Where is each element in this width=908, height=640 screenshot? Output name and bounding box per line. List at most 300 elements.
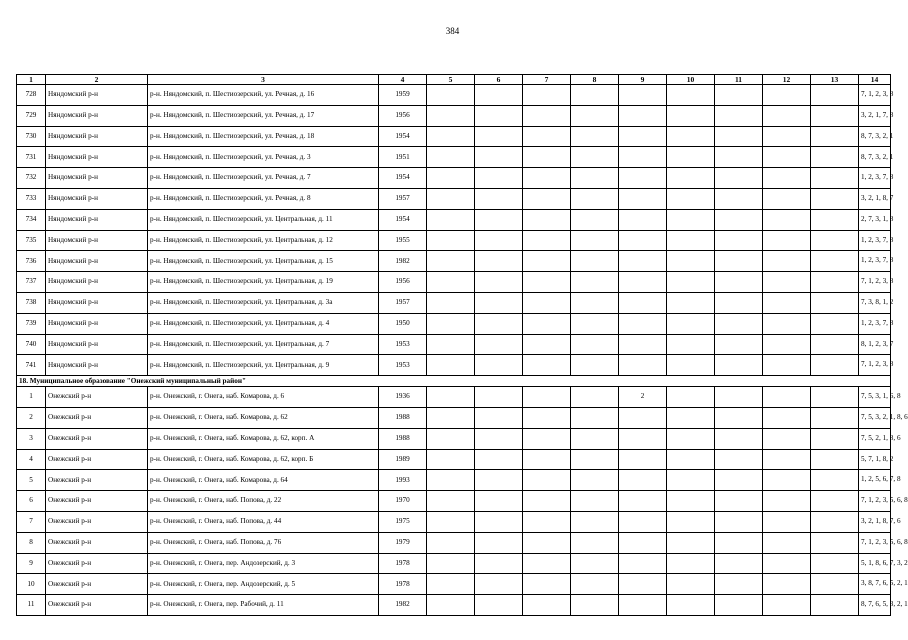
year-cell: 1953 [379, 334, 427, 355]
empty-cell [427, 595, 475, 616]
empty-cell [523, 574, 571, 595]
empty-cell [811, 470, 859, 491]
table-row [17, 470, 891, 491]
column-header: 3 [148, 75, 379, 85]
empty-cell [475, 449, 523, 470]
empty-cell [523, 387, 571, 408]
empty-cell [571, 126, 619, 147]
district-cell: Няндомский р-н [46, 209, 148, 230]
empty-cell [811, 292, 859, 313]
empty-cell [427, 230, 475, 251]
column-9-cell [619, 313, 667, 334]
empty-cell [571, 449, 619, 470]
table-row [17, 532, 891, 553]
table-row [17, 574, 891, 595]
empty-cell [427, 470, 475, 491]
address-cell: р-н. Онежский, г. Онега, наб. Попова, д. 22 [148, 491, 379, 512]
column-9-cell [619, 407, 667, 428]
empty-cell [475, 470, 523, 491]
empty-cell [571, 168, 619, 189]
district-cell: Няндомский р-н [46, 105, 148, 126]
column-9-cell [619, 491, 667, 512]
empty-cell [667, 292, 715, 313]
empty-cell [427, 334, 475, 355]
address-cell: р-н. Няндомский, п. Шестиозерский, ул. Речная, д. 16 [148, 85, 379, 106]
empty-cell [811, 355, 859, 376]
address-cell: р-н. Няндомский, п. Шестиозерский, ул. Центральная, д. 11 [148, 209, 379, 230]
row-number-cell: 6 [17, 491, 46, 512]
column-9-cell [619, 230, 667, 251]
empty-cell [475, 491, 523, 512]
column-9-cell [619, 511, 667, 532]
year-cell: 1978 [379, 574, 427, 595]
column-9-cell: 2 [619, 387, 667, 408]
column-9-cell [619, 272, 667, 293]
empty-cell [571, 511, 619, 532]
codes-cell: 7, 1, 2, 3, 8 [859, 355, 891, 376]
column-header: 13 [811, 75, 859, 85]
empty-cell [763, 407, 811, 428]
empty-cell [475, 313, 523, 334]
address-cell: р-н. Онежский, г. Онега, наб. Попова, д. 44 [148, 511, 379, 532]
address-cell: р-н. Няндомский, п. Шестиозерский, ул. Центральная, д. 9 [148, 355, 379, 376]
empty-cell [427, 147, 475, 168]
address-cell: р-н. Няндомский, п. Шестиозерский, ул. Центральная, д. 4 [148, 313, 379, 334]
empty-cell [571, 532, 619, 553]
empty-cell [475, 532, 523, 553]
address-cell: р-н. Онежский, г. Онега, наб. Попова, д. 76 [148, 532, 379, 553]
empty-cell [427, 313, 475, 334]
codes-cell: 7, 1, 2, 3, 5, 6, 8 [859, 532, 891, 553]
empty-cell [811, 428, 859, 449]
empty-cell [811, 334, 859, 355]
empty-cell [811, 553, 859, 574]
empty-cell [475, 428, 523, 449]
address-cell: р-н. Онежский, г. Онега, наб. Комарова, д. 62 [148, 407, 379, 428]
codes-cell: 3, 2, 1, 8, 7 [859, 188, 891, 209]
table-row [17, 272, 891, 293]
empty-cell [763, 574, 811, 595]
year-cell: 1956 [379, 272, 427, 293]
year-cell: 1953 [379, 355, 427, 376]
empty-cell [715, 168, 763, 189]
empty-cell [763, 449, 811, 470]
empty-cell [571, 491, 619, 512]
empty-cell [571, 355, 619, 376]
table-row [17, 230, 891, 251]
column-header: 12 [763, 75, 811, 85]
address-cell: р-н. Няндомский, п. Шестиозерский, ул. Речная, д. 3 [148, 147, 379, 168]
empty-cell [811, 511, 859, 532]
codes-cell: 2, 7, 3, 1, 8 [859, 209, 891, 230]
district-cell: Няндомский р-н [46, 292, 148, 313]
empty-cell [667, 334, 715, 355]
empty-cell [667, 147, 715, 168]
table-row [17, 595, 891, 616]
column-header: 8 [571, 75, 619, 85]
codes-cell: 3, 8, 7, 6, 5, 2, 1 [859, 574, 891, 595]
empty-cell [715, 574, 763, 595]
empty-cell [715, 407, 763, 428]
row-number-cell: 736 [17, 251, 46, 272]
empty-cell [715, 105, 763, 126]
empty-cell [427, 272, 475, 293]
table-row [17, 209, 891, 230]
empty-cell [811, 491, 859, 512]
empty-cell [715, 387, 763, 408]
year-cell: 1950 [379, 313, 427, 334]
row-number-cell: 9 [17, 553, 46, 574]
district-cell: Няндомский р-н [46, 313, 148, 334]
column-header: 11 [715, 75, 763, 85]
table-row [17, 407, 891, 428]
codes-cell: 1, 2, 5, 6, 7, 8 [859, 470, 891, 491]
district-cell: Онежский р-н [46, 387, 148, 408]
empty-cell [667, 168, 715, 189]
empty-cell [715, 209, 763, 230]
empty-cell [571, 209, 619, 230]
address-cell: р-н. Онежский, г. Онега, пер. Рабочий, д. 11 [148, 595, 379, 616]
empty-cell [523, 292, 571, 313]
address-cell: р-н. Онежский, г. Онега, наб. Комарова, д. 64 [148, 470, 379, 491]
empty-cell [715, 251, 763, 272]
empty-cell [571, 387, 619, 408]
empty-cell [715, 334, 763, 355]
district-cell: Няндомский р-н [46, 355, 148, 376]
empty-cell [715, 595, 763, 616]
empty-cell [715, 532, 763, 553]
empty-cell [571, 85, 619, 106]
district-cell: Няндомский р-н [46, 126, 148, 147]
empty-cell [475, 251, 523, 272]
table-row [17, 126, 891, 147]
row-number-cell: 730 [17, 126, 46, 147]
codes-cell: 8, 1, 2, 3, 7 [859, 334, 891, 355]
empty-cell [667, 387, 715, 408]
district-cell: Няндомский р-н [46, 334, 148, 355]
empty-cell [571, 334, 619, 355]
table-row [17, 355, 891, 376]
empty-cell [763, 428, 811, 449]
codes-cell: 7, 1, 2, 3, 8 [859, 85, 891, 106]
empty-cell [763, 334, 811, 355]
empty-cell [811, 230, 859, 251]
column-9-cell [619, 292, 667, 313]
row-number-cell: 2 [17, 407, 46, 428]
empty-cell [523, 85, 571, 106]
column-9-cell [619, 147, 667, 168]
empty-cell [475, 574, 523, 595]
empty-cell [475, 334, 523, 355]
empty-cell [523, 188, 571, 209]
table-row [17, 491, 891, 512]
empty-cell [475, 595, 523, 616]
empty-cell [667, 553, 715, 574]
empty-cell [475, 511, 523, 532]
empty-cell [475, 230, 523, 251]
row-number-cell: 4 [17, 449, 46, 470]
table-row [17, 428, 891, 449]
column-9-cell [619, 574, 667, 595]
year-cell: 1954 [379, 209, 427, 230]
year-cell: 1956 [379, 105, 427, 126]
year-cell: 1978 [379, 553, 427, 574]
empty-cell [523, 532, 571, 553]
empty-cell [475, 126, 523, 147]
row-number-cell: 732 [17, 168, 46, 189]
row-number-cell: 739 [17, 313, 46, 334]
empty-cell [571, 105, 619, 126]
page-number: 384 [445, 26, 460, 36]
empty-cell [523, 595, 571, 616]
address-cell: р-н. Онежский, г. Онега, пер. Андозерский, д. 3 [148, 553, 379, 574]
row-number-cell: 8 [17, 532, 46, 553]
empty-cell [667, 470, 715, 491]
empty-cell [571, 595, 619, 616]
codes-cell: 1, 2, 3, 7, 8 [859, 168, 891, 189]
empty-cell [523, 491, 571, 512]
district-cell: Няндомский р-н [46, 147, 148, 168]
empty-cell [523, 355, 571, 376]
table-row [17, 292, 891, 313]
address-cell: р-н. Няндомский, п. Шестиозерский, ул. Центральная, д. 3а [148, 292, 379, 313]
codes-cell: 1, 2, 3, 7, 8 [859, 230, 891, 251]
empty-cell [427, 491, 475, 512]
empty-cell [811, 188, 859, 209]
address-cell: р-н. Няндомский, п. Шестиозерский, ул. Центральная, д. 15 [148, 251, 379, 272]
column-9-cell [619, 188, 667, 209]
empty-cell [475, 292, 523, 313]
empty-cell [667, 85, 715, 106]
empty-cell [523, 428, 571, 449]
column-9-cell [619, 168, 667, 189]
empty-cell [667, 491, 715, 512]
year-cell: 1957 [379, 188, 427, 209]
empty-cell [667, 209, 715, 230]
empty-cell [427, 105, 475, 126]
empty-cell [811, 251, 859, 272]
empty-cell [763, 209, 811, 230]
empty-cell [523, 407, 571, 428]
empty-cell [523, 126, 571, 147]
row-number-cell: 740 [17, 334, 46, 355]
year-cell: 1951 [379, 147, 427, 168]
empty-cell [715, 147, 763, 168]
empty-cell [667, 105, 715, 126]
column-header: 1 [17, 75, 46, 85]
empty-cell [715, 355, 763, 376]
year-cell: 1988 [379, 428, 427, 449]
codes-cell: 5, 1, 8, 6, 7, 3, 2 [859, 553, 891, 574]
table-row [17, 387, 891, 408]
empty-cell [667, 574, 715, 595]
district-cell: Няндомский р-н [46, 85, 148, 106]
empty-cell [715, 292, 763, 313]
address-cell: р-н. Няндомский, п. Шестиозерский, ул. Речная, д. 18 [148, 126, 379, 147]
column-header: 6 [475, 75, 523, 85]
year-cell: 1955 [379, 230, 427, 251]
empty-cell [763, 470, 811, 491]
year-cell: 1988 [379, 407, 427, 428]
column-9-cell [619, 251, 667, 272]
table-row [17, 168, 891, 189]
row-number-cell: 10 [17, 574, 46, 595]
empty-cell [523, 449, 571, 470]
column-9-cell [619, 85, 667, 106]
column-9-cell [619, 449, 667, 470]
address-cell: р-н. Онежский, г. Онега, наб. Комарова, д. 62, корп. А [148, 428, 379, 449]
empty-cell [667, 126, 715, 147]
empty-cell [571, 292, 619, 313]
section-heading-row [17, 376, 891, 387]
district-cell: Онежский р-н [46, 491, 148, 512]
codes-cell: 8, 7, 3, 2, 1 [859, 147, 891, 168]
empty-cell [763, 355, 811, 376]
empty-cell [667, 595, 715, 616]
district-cell: Няндомский р-н [46, 188, 148, 209]
district-cell: Онежский р-н [46, 595, 148, 616]
empty-cell [811, 574, 859, 595]
empty-cell [523, 511, 571, 532]
column-9-cell [619, 428, 667, 449]
year-cell: 1959 [379, 85, 427, 106]
table-row [17, 334, 891, 355]
year-cell: 1982 [379, 595, 427, 616]
column-header: 4 [379, 75, 427, 85]
column-header: 2 [46, 75, 148, 85]
empty-cell [523, 272, 571, 293]
empty-cell [427, 449, 475, 470]
empty-cell [475, 105, 523, 126]
empty-cell [811, 147, 859, 168]
row-number-cell: 731 [17, 147, 46, 168]
codes-cell: 7, 3, 8, 1, 2 [859, 292, 891, 313]
address-cell: р-н. Няндомский, п. Шестиозерский, ул. Речная, д. 8 [148, 188, 379, 209]
row-number-cell: 11 [17, 595, 46, 616]
codes-cell: 3, 2, 1, 8, 7, 6 [859, 511, 891, 532]
empty-cell [715, 126, 763, 147]
codes-cell: 8, 7, 6, 5, 3, 2, 1 [859, 595, 891, 616]
empty-cell [475, 85, 523, 106]
empty-cell [427, 511, 475, 532]
empty-cell [715, 553, 763, 574]
empty-cell [715, 85, 763, 106]
row-number-cell: 734 [17, 209, 46, 230]
empty-cell [571, 574, 619, 595]
column-9-cell [619, 470, 667, 491]
district-cell: Онежский р-н [46, 532, 148, 553]
row-number-cell: 741 [17, 355, 46, 376]
empty-cell [475, 387, 523, 408]
empty-cell [571, 251, 619, 272]
empty-cell [811, 387, 859, 408]
table-row [17, 188, 891, 209]
district-cell: Онежский р-н [46, 428, 148, 449]
empty-cell [571, 230, 619, 251]
empty-cell [571, 428, 619, 449]
empty-cell [523, 334, 571, 355]
column-number-header-row [17, 75, 891, 85]
empty-cell [811, 209, 859, 230]
row-number-cell: 5 [17, 470, 46, 491]
empty-cell [427, 532, 475, 553]
column-header: 14 [859, 75, 891, 85]
column-9-cell [619, 355, 667, 376]
year-cell: 1954 [379, 126, 427, 147]
empty-cell [427, 251, 475, 272]
empty-cell [763, 292, 811, 313]
column-9-cell [619, 105, 667, 126]
empty-cell [763, 491, 811, 512]
empty-cell [667, 230, 715, 251]
empty-cell [763, 532, 811, 553]
empty-cell [763, 553, 811, 574]
empty-cell [715, 449, 763, 470]
column-9-cell [619, 209, 667, 230]
table-row [17, 511, 891, 532]
address-cell: р-н. Онежский, г. Онега, пер. Андозерский, д. 5 [148, 574, 379, 595]
empty-cell [475, 355, 523, 376]
address-cell: р-н. Няндомский, п. Шестиозерский, ул. Центральная, д. 19 [148, 272, 379, 293]
empty-cell [811, 532, 859, 553]
empty-cell [667, 428, 715, 449]
empty-cell [427, 188, 475, 209]
empty-cell [427, 126, 475, 147]
empty-cell [667, 532, 715, 553]
empty-cell [571, 470, 619, 491]
empty-cell [715, 188, 763, 209]
table-row [17, 105, 891, 126]
empty-cell [715, 313, 763, 334]
empty-cell [715, 230, 763, 251]
housing-register-table [16, 74, 908, 616]
empty-cell [667, 188, 715, 209]
empty-cell [763, 126, 811, 147]
empty-cell [571, 188, 619, 209]
empty-cell [811, 85, 859, 106]
district-cell: Онежский р-н [46, 470, 148, 491]
table-row [17, 553, 891, 574]
empty-cell [763, 147, 811, 168]
row-number-cell: 738 [17, 292, 46, 313]
district-cell: Няндомский р-н [46, 230, 148, 251]
empty-cell [427, 292, 475, 313]
empty-cell [667, 355, 715, 376]
empty-cell [571, 407, 619, 428]
year-cell: 1936 [379, 387, 427, 408]
year-cell: 1993 [379, 470, 427, 491]
table-row [17, 85, 891, 106]
empty-cell [763, 272, 811, 293]
address-cell: р-н. Онежский, г. Онега, наб. Комарова, д. 62, корп. Б [148, 449, 379, 470]
empty-cell [427, 428, 475, 449]
row-number-cell: 729 [17, 105, 46, 126]
empty-cell [763, 230, 811, 251]
empty-cell [427, 387, 475, 408]
year-cell: 1970 [379, 491, 427, 512]
table-row [17, 313, 891, 334]
empty-cell [811, 126, 859, 147]
empty-cell [523, 209, 571, 230]
empty-cell [427, 209, 475, 230]
row-number-cell: 1 [17, 387, 46, 408]
empty-cell [811, 272, 859, 293]
codes-cell: 8, 7, 3, 2, 1 [859, 126, 891, 147]
district-cell: Онежский р-н [46, 574, 148, 595]
empty-cell [523, 168, 571, 189]
empty-cell [715, 511, 763, 532]
table-row [17, 449, 891, 470]
